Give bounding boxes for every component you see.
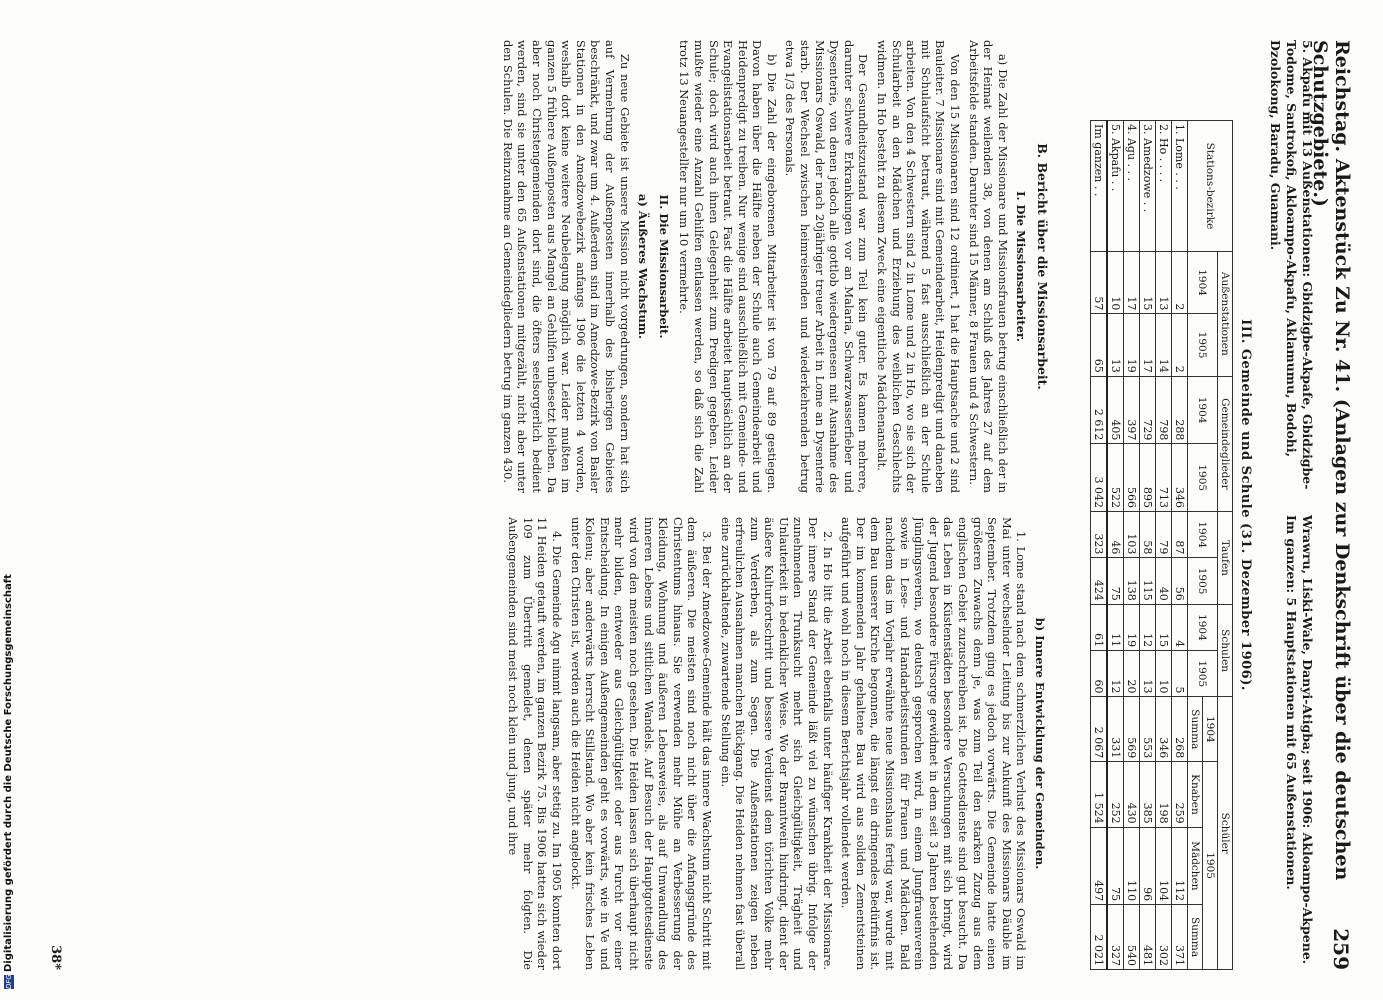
table-cell: 198 — [1156, 762, 1172, 827]
table-cell: 56 — [1172, 558, 1188, 604]
th-year: 1905 — [1188, 651, 1218, 697]
section-ii-title: II. Die Missionsarbeit. — [656, 194, 671, 339]
table-cell: 713 — [1156, 444, 1172, 512]
district-name: 2. Ho . . . . — [1156, 121, 1172, 252]
table-cell: 17 — [1124, 251, 1140, 313]
section-iib-title: b) Innere Entwicklung der Gemeinden. — [1033, 617, 1047, 870]
page-header — [1309, 40, 1353, 970]
th-girls: Mädchen — [1188, 827, 1203, 904]
paragraph: 2. In Ho litt die Arbeit ebenfalls unter häufiger Krankheit der Missionare. Der innere Stand der Gemeinde läßt viel zu wünschen übrig. Infolge der zunehmenden Trunksucht mehrt sich Gleichgültigkeit, Trägheit und Unlauterkeit in bedenklicher Weise. Wo der Branntwein hindringt, dient der äußere Kulturfortschritt und bessere Verdienst dem törichten Volke mehr zum Verderben, als zum Segen. Die Außenstationen zeigen neben erfreulichen Ausnahmen manchen Rückgang. Die Heiden nehmen fast überall eine zurückhaltende, zuwartende Stellung ein. — [718, 517, 835, 970]
district-name: 4. Agu . . . — [1124, 121, 1140, 252]
paragraph: 3. Bei der Amedzowe-Gemeinde hält das innere Wachstum nicht Schritt mit dem äußeren. Die meisten sind noch nicht über die Anfangsgründe des Christentums hinaus. Sie verwenden mehr Mühe an Verbesserung der Kleidung, Wohnung und äußeren Lebensweise, als auf Umwandlung des inneren Lebens und sittlichen Wandels. Auf Besuch der Hauptgottesdienste wird von den meisten noch gesehen. Die Heiden lassen sich überhaupt nicht mehr bilden, entweder aus Gleichgültigkeit oder aus Furcht vor einer Entscheidung. In einigen Außengemeinden geht es vorwärts, wie in Ve und Kolenu; aber anderwärts herrscht Stillstand. Wo aber kein frisches Leben unter den Christen ist, werden auch die Heiden nicht angelockt. — [568, 517, 714, 970]
digitization-note — [3, 574, 17, 1000]
table-cell: 397 — [1124, 376, 1140, 444]
statistics-table — [1090, 120, 1233, 970]
th-year: 1904 — [1188, 376, 1218, 444]
table-cell: 10 — [1107, 251, 1124, 313]
table-cell: 79 — [1156, 512, 1172, 558]
table-cell: 346 — [1172, 444, 1188, 512]
table-cell: 424 — [1091, 558, 1108, 604]
district-name: Im ganzen . . — [1091, 121, 1108, 252]
station-list — [1267, 40, 1315, 970]
table-cell: 895 — [1140, 444, 1156, 512]
table-cell: 2 — [1172, 251, 1188, 313]
paragraph: a) Die Zahl der Missionare und Missionsfrauen betrug einschließlich der in der Heimat weilenden 38, von denen am Schluß des Jahres 27 auf dem Arbeitsfelde standen. Darunter sind 15 Männer, 8 Frauen und 4 Schwestern. — [966, 40, 1010, 493]
table-cell: 5 — [1172, 651, 1188, 697]
table-cell: 569 — [1124, 697, 1140, 762]
report-column-left — [53, 40, 1053, 493]
table-cell: 103 — [1124, 512, 1140, 558]
district-name: 5. Akpafu . . — [1107, 121, 1124, 252]
th-schools: Schulen — [1218, 604, 1233, 697]
table-cell: 115 — [1140, 558, 1156, 604]
table-cell: 3 042 — [1091, 444, 1108, 512]
table-cell: 17 — [1140, 314, 1156, 376]
table-cell: 798 — [1156, 376, 1172, 444]
dfg-logo-icon: DFG — [5, 974, 13, 989]
table-cell: 15 — [1156, 604, 1172, 650]
table-cell: 4 — [1172, 604, 1188, 650]
section-title: III. Gemeinde und Schule (31. Dezember 1906). — [1238, 319, 1253, 691]
paragraph: Zu neue Gebiete ist unsere Mission nicht vorgedrungen, sondern hat sich auf Vermehrung der Außenposten innerhalb des bisherigen Gebietes beschränkt, und zwar um 4. Außerdem sind im Amedzowe-Bezirk von Basler Stationen in den Amedzowebezirk anfangs 1906 die letzten 4 worden, weshalb dort keine weitere Neubelegung möglich war. Leider mußten im ganzen 5 frühere Außenposten aus Mangel an Gehilfen unbesetzt bleiben. Da aber noch Christengemeinden dort sind, die öfters seelsorgerlich bedient werden, sind sie unter den 65 Außenstationen mitgezählt, nicht aber unter den Schulen. Die Reinzunahme an Gemeindegliedern betrug im ganzen 430. — [500, 40, 632, 493]
page-number: 259 — [1329, 928, 1353, 970]
table-cell: 65 — [1091, 314, 1108, 376]
table-cell: 96 — [1140, 827, 1156, 904]
table-cell: 1 524 — [1091, 762, 1108, 827]
table-cell: 252 — [1107, 762, 1124, 827]
table-cell: 553 — [1140, 697, 1156, 762]
th-year: 1905 — [1188, 558, 1218, 604]
table-cell: 46 — [1107, 512, 1124, 558]
table-cell: 323 — [1091, 512, 1108, 558]
district-name: 3. Amedzowe . . — [1140, 121, 1156, 252]
report-column-right — [53, 517, 1053, 970]
table-cell: 60 — [1091, 651, 1108, 697]
table-cell: 110 — [1124, 827, 1140, 904]
th-year: 1905 — [1188, 314, 1218, 376]
table-cell: 331 — [1107, 697, 1124, 762]
table-cell: 138 — [1124, 558, 1140, 604]
table-cell: 405 — [1107, 376, 1124, 444]
th-boys: Knaben — [1188, 762, 1203, 827]
th-baptisms: Taufen — [1218, 512, 1233, 605]
table-cell: 14 — [1156, 314, 1172, 376]
table-cell: 522 — [1107, 444, 1124, 512]
table-cell: 346 — [1156, 697, 1172, 762]
table-cell: 13 — [1156, 251, 1172, 313]
th-district: Stations-bezirke — [1188, 121, 1233, 252]
paragraph: Von den 15 Missionaren sind 12 ordiniert, 1 hat die Hauptsache und 2 sind Bauleiter. 7 Missionare sind mit Gemeindearbeit, Heidenpredigt und daneben mit Schulaufsicht betraut, während 5 fast ausschließlich an der Schule arbeiten. Von den 4 Schwestern sind 2 in Lome und 2 in Ho, wo sie sich der Schularbeit an den Mädchen und Erziehung des weiblichen Geschlechts widmen. In Ho besteht zu diesem Zweck eine eigentliche Mädchenanstalt. — [875, 40, 963, 493]
table-row — [1140, 121, 1156, 970]
digitization-note-text: Digitalisierung gefördert durch die Deutsche Forschungsgemeinschaft — [3, 574, 14, 972]
th-sum: Summa — [1188, 905, 1203, 970]
table-cell: 729 — [1140, 376, 1156, 444]
th-year: 1905 — [1188, 444, 1218, 512]
district-name: 1. Lome . . . — [1172, 121, 1188, 252]
paragraph: b) Die Zahl der eingeborenen Mitarbeiter ist von 79 auf 89 gestiegen. Davon haben über die Hälfte neben der Schule auch Gemeindearbeit und Heidenpredigt zu treiben. Nur wenige sind ausschließlich mit Gemeinde- und Evangelistationsarbeit betraut. Fast die Hälfte arbeitet hauptsächlich an der Schule; doch wird auch ihnen Gelegenheit zum Predigen gegeben. Leider mußte wieder eine Anzahl Gehilfen entlassen werden, so daß sich die Zahl trotz 13 Neuangestellter nur um 10 vermehrte. — [677, 40, 779, 493]
table-cell: 20 — [1124, 651, 1140, 697]
signature-mark: 38* — [48, 945, 63, 970]
table-cell: 288 — [1172, 376, 1188, 444]
station-list-right: Wrawru, Liski-Wale, Danyi-Atigba; seit 1906: Akloampo-Akpene. Im ganzen: 5 Hauptstationen mit 65 Außenstationen. — [1284, 515, 1315, 965]
table-cell: 75 — [1107, 827, 1124, 904]
table-cell: 11 — [1107, 604, 1124, 650]
table-cell: 497 — [1091, 827, 1108, 904]
table-cell: 75 — [1107, 558, 1124, 604]
table-cell: 58 — [1140, 512, 1156, 558]
section-b-title: B. Bericht über die Missionsarbeit. — [1035, 143, 1050, 390]
th-year: 1904 — [1203, 697, 1218, 762]
table-cell: 385 — [1140, 762, 1156, 827]
table-cell: 371 — [1172, 905, 1188, 970]
section-i-title: I. Die Missionsarbeiter. — [1014, 191, 1029, 342]
table-cell: 481 — [1140, 905, 1156, 970]
table-cell: 104 — [1156, 827, 1172, 904]
th-outstations: Außenstationen — [1218, 251, 1233, 376]
table-cell: 327 — [1107, 905, 1124, 970]
paragraph: 4. Die Gemeinde Agu nimmt langsam, aber stetig zu. Im 1905 konnten dort 11 Heiden getauft werden, im ganzen Bezirk 75. Bis 1906 hatten sich wieder 109 zum Übertritt gemeldet, denen später mehr folgten. Die Außengemeinden sind meist noch klein und jung, und ihre — [506, 517, 564, 970]
section-iia-title: a) Äußeres Wachstum. — [636, 193, 651, 340]
table-cell: 13 — [1140, 651, 1156, 697]
table-cell: 12 — [1107, 651, 1124, 697]
table-cell: 566 — [1124, 444, 1140, 512]
table-total-row — [1091, 121, 1108, 970]
table-cell: 302 — [1156, 905, 1172, 970]
table-cell: 12 — [1140, 604, 1156, 650]
table-row — [1172, 121, 1188, 970]
th-year: 1904 — [1188, 512, 1218, 558]
table-cell: 2 612 — [1091, 376, 1108, 444]
header-title: Reichstag. Aktenstück Zu Nr. 41. (Anlagen zur Denkschrift über die deutschen Schutzgebiete.) — [1309, 40, 1353, 881]
table-cell: 268 — [1172, 697, 1188, 762]
th-year: 1905 — [1203, 762, 1218, 970]
table-cell: 15 — [1140, 251, 1156, 313]
table-cell: 13 — [1107, 314, 1124, 376]
table-cell: 2 021 — [1091, 905, 1108, 970]
table-cell: 2 067 — [1091, 697, 1108, 762]
th-pupils: Schüler — [1218, 697, 1233, 970]
table-cell: 19 — [1124, 604, 1140, 650]
table-cell: 87 — [1172, 512, 1188, 558]
table-cell: 10 — [1156, 651, 1172, 697]
table-row — [1124, 121, 1140, 970]
th-year: 1904 — [1188, 604, 1218, 650]
table-cell: 40 — [1156, 558, 1172, 604]
table-cell: 430 — [1124, 762, 1140, 827]
th-sum: Summa — [1188, 697, 1203, 762]
paragraph: Der Gesundheitszustand war zum Teil kein guter. Es kamen mehrere, darunter schwere Erkrankungen vor an Malaria, Schwarzwasserfieber und Dysenterie, von denen jedoch alle gottlob wiedergenesen mit Ausnahme des Missionars Oswald, der nach 20jähriger treuer Arbeit in Lome an Dysenterie starb. Der Wechsel zwischen heimreisenden und wiederkehrenden betrug etwa 1/3 des Personals. — [783, 40, 871, 493]
table-cell: 2 — [1172, 314, 1188, 376]
table-cell: 61 — [1091, 604, 1108, 650]
th-members: Gemeindeglieder — [1218, 376, 1233, 511]
table-cell: 19 — [1124, 314, 1140, 376]
table-cell: 259 — [1172, 762, 1188, 827]
table-cell: 540 — [1124, 905, 1140, 970]
table-row — [1156, 121, 1172, 970]
paragraph: 1. Lome stand nach dem schmerzlichen Verlust des Missionars Oswald im Mai unter wechselnder Leitung bis zur Ankunft des Missionars Däuble im September. Trotzdem ging es jedoch vorwärts. Die Gemeinde hatte einen größeren Zuwachs denn je, was zum Teil den starken Zuzug aus dem englischen Gebiet zuzuschreiben ist. Die Gottesdienste sind gut besucht. Da das Leben in Küstenstädten besondere Versuchungen mit sich bringt, wird der Jugend besondere Fürsorge gewidmet in dem seit 3 Jahren bestehenden Jünglingsverein, wo deutsch gesprochen wird, in einem Jungfrauenverein sowie in Lese- und Handarbeitsstunden für Frauen und Mädchen. Bald nachdem das im Vorjahr erwähnte neue Missionshaus fertig war, wurde mit dem Bau unserer Kirche begonnen, die längst ein dringendes Bedürfnis ist. Der im kommenden Jahr gehaltene Bau wird aus soliden Zementsteinen aufgeführt und wohl noch in diesem Berichtsjahr vollendet werden. — [839, 517, 1029, 970]
statistics-table-body — [1091, 121, 1188, 970]
th-year: 1904 — [1188, 251, 1218, 313]
report-body — [53, 40, 1053, 970]
table-row — [1107, 121, 1124, 970]
station-list-left: 5. Akpafu mit 13 Außenstationen: Gbidzigbe-Akpafe, Gbidzigbe-Todome, Santrokofi, Akloampo-Akpafu, Aklamumu, Bodohi, Dzolokong, Baradu, Guamani. — [1268, 40, 1315, 490]
table-cell: 57 — [1091, 251, 1108, 313]
table-cell: 112 — [1172, 827, 1188, 904]
